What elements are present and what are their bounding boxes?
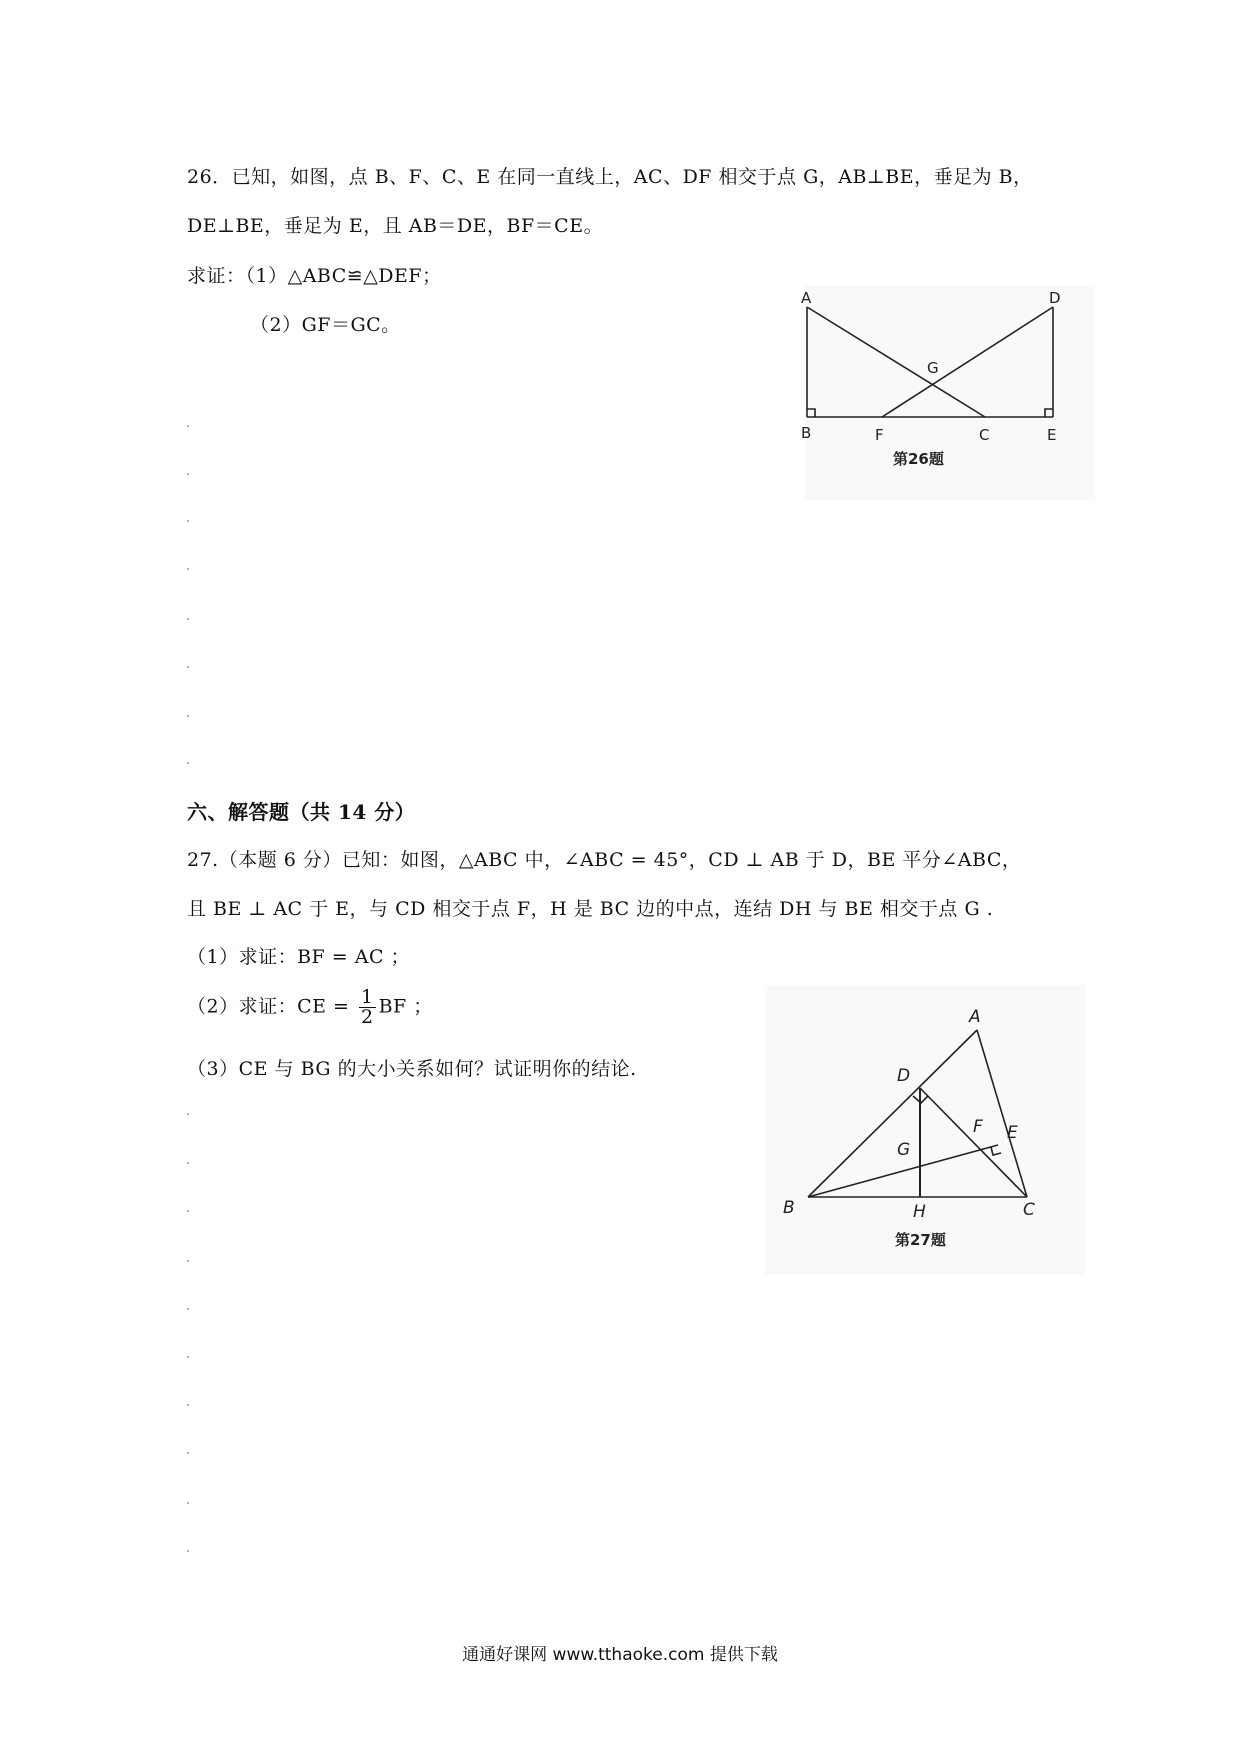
label-b: B bbox=[801, 424, 812, 442]
answer-space-dot bbox=[187, 568, 189, 570]
label-c: C bbox=[1023, 1200, 1035, 1220]
answer-space-dot bbox=[187, 666, 189, 668]
answer-space-dot bbox=[187, 1404, 189, 1406]
answer-space-dot bbox=[187, 1260, 189, 1262]
figure-27-caption: 第27题 bbox=[895, 1231, 946, 1249]
label-d: D bbox=[1049, 289, 1061, 307]
q27-line-2: 且 BE ⊥ AC 于 E，与 CD 相交于点 F，H 是 BC 边的中点，连结 DH 与 BE 相交于点 G . bbox=[187, 898, 994, 920]
answer-space-dot bbox=[187, 618, 189, 620]
q27-line-4-suffix: BF ； bbox=[378, 995, 433, 1018]
label-h: H bbox=[913, 1202, 926, 1222]
figure-26 bbox=[801, 285, 1095, 504]
label-a: A bbox=[969, 1007, 981, 1027]
figure-27 bbox=[765, 985, 1085, 1279]
answer-space-dot bbox=[187, 1502, 189, 1504]
q26-line-2: DE⊥BE，垂足为 E，且 AB＝DE，BF＝CE。 bbox=[187, 215, 604, 237]
q27-line-1: 27.（本题 6 分）已知：如图，△ABC 中，∠ABC = 45°，CD ⊥ AB 于 D，BE 平分∠ABC， bbox=[187, 849, 1022, 871]
label-g: G bbox=[927, 359, 939, 377]
answer-space-dot bbox=[187, 1356, 189, 1358]
answer-space-dot bbox=[187, 473, 189, 475]
label-f: F bbox=[973, 1117, 983, 1137]
q27-line-3: （1）求证：BF = AC ； bbox=[187, 946, 411, 968]
fraction-numerator: 1 bbox=[361, 986, 374, 1008]
q26-line-4: （2）GF＝GC。 bbox=[250, 314, 401, 336]
label-b: B bbox=[783, 1198, 795, 1218]
answer-space-dot bbox=[187, 520, 189, 522]
label-e: E bbox=[1007, 1123, 1018, 1143]
q27-line-5: （3）CE 与 BG 的大小关系如何？试证明你的结论. bbox=[187, 1058, 637, 1080]
label-f: F bbox=[875, 426, 884, 444]
answer-space-dot bbox=[187, 715, 189, 717]
answer-space-dot bbox=[187, 1550, 189, 1552]
label-d: D bbox=[897, 1066, 911, 1086]
answer-space-dot bbox=[187, 1162, 189, 1164]
label-g: G bbox=[897, 1140, 911, 1160]
answer-space-dot bbox=[187, 425, 189, 427]
answer-space-dot bbox=[187, 762, 189, 764]
fraction-one-half bbox=[359, 988, 376, 1027]
label-e: E bbox=[1047, 426, 1057, 444]
answer-space-dot bbox=[187, 1210, 189, 1212]
answer-space-dot bbox=[187, 1113, 189, 1115]
q27-line-4 bbox=[187, 988, 433, 1027]
q26-line-1: 26．已知，如图，点 B、F、C、E 在同一直线上，AC、DF 相交于点 G，AB⊥BE，垂足为 B， bbox=[187, 166, 1033, 188]
fraction-denominator: 2 bbox=[361, 1006, 374, 1028]
label-c: C bbox=[979, 426, 990, 444]
figure-26-caption: 第26题 bbox=[893, 450, 944, 468]
answer-space-dot bbox=[187, 1308, 189, 1310]
label-a: A bbox=[801, 289, 812, 307]
section-6-heading: 六、解答题（共 14 分） bbox=[187, 800, 416, 824]
q26-line-3: 求证：（1）△ABC≌△DEF； bbox=[187, 265, 442, 287]
answer-space-dot bbox=[187, 1452, 189, 1454]
footer-source-note: 通通好课网 www.tthaoke.com 提供下载 bbox=[462, 1645, 778, 1665]
q27-line-4-prefix: （2）求证：CE = bbox=[187, 995, 356, 1018]
